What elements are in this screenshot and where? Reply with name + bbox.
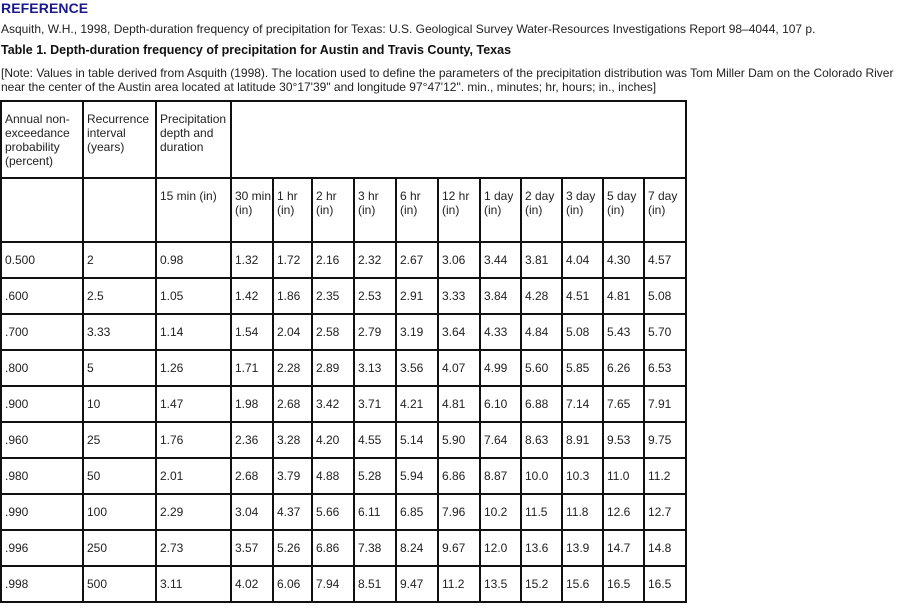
duration-header: 15 min (in) <box>156 178 231 242</box>
depth-cell: 4.84 <box>521 314 562 350</box>
depth-cell: 1.14 <box>156 314 231 350</box>
depth-cell: 1.32 <box>231 242 273 278</box>
depth-cell: 2.53 <box>354 278 396 314</box>
depth-cell: 9.47 <box>396 566 438 602</box>
reference-heading: REFERENCE <box>1 0 89 16</box>
depth-cell: 6.26 <box>603 350 644 386</box>
depth-cell: 2.68 <box>273 386 312 422</box>
recurrence-cell: 3.33 <box>83 314 156 350</box>
depth-cell: 8.63 <box>521 422 562 458</box>
probability-cell: .998 <box>1 566 83 602</box>
table-row <box>1 422 686 458</box>
depth-cell: 2.79 <box>354 314 396 350</box>
probability-cell: .800 <box>1 350 83 386</box>
depth-cell: 3.56 <box>396 350 438 386</box>
depth-cell: 7.64 <box>480 422 521 458</box>
depth-cell: 6.06 <box>273 566 312 602</box>
probability-cell: 0.500 <box>1 242 83 278</box>
depth-cell: 12.0 <box>480 530 521 566</box>
depth-cell: 13.5 <box>480 566 521 602</box>
probability-cell: .996 <box>1 530 83 566</box>
depth-cell: 2.67 <box>396 242 438 278</box>
depth-cell: 10.0 <box>521 458 562 494</box>
depth-cell: 2.04 <box>273 314 312 350</box>
duration-header: 30 min (in) <box>231 178 273 242</box>
depth-cell: 6.88 <box>521 386 562 422</box>
recurrence-cell: 2.5 <box>83 278 156 314</box>
table-row <box>1 314 686 350</box>
recurrence-cell: 500 <box>83 566 156 602</box>
depth-cell: 4.51 <box>562 278 603 314</box>
depth-cell: 11.5 <box>521 494 562 530</box>
depth-cell: 5.66 <box>312 494 354 530</box>
depth-cell: 4.99 <box>480 350 521 386</box>
recurrence-cell: 25 <box>83 422 156 458</box>
depth-cell: 2.29 <box>156 494 231 530</box>
duration-header: 3 day (in) <box>562 178 603 242</box>
duration-header: 7 day (in) <box>644 178 686 242</box>
depth-cell: 2.89 <box>312 350 354 386</box>
depth-cell: 3.57 <box>231 530 273 566</box>
depth-cell: 12.7 <box>644 494 686 530</box>
depth-cell: 2.73 <box>156 530 231 566</box>
depth-cell: 2.36 <box>231 422 273 458</box>
depth-cell: 2.28 <box>273 350 312 386</box>
depth-cell: 1.86 <box>273 278 312 314</box>
depth-cell: 5.60 <box>521 350 562 386</box>
depth-cell: 15.2 <box>521 566 562 602</box>
depth-cell: 7.65 <box>603 386 644 422</box>
table-title: Table 1. Depth-duration frequency of precipitation for Austin and Travis County, Texas <box>1 43 512 57</box>
depth-cell: 10.3 <box>562 458 603 494</box>
depth-cell: 2.32 <box>354 242 396 278</box>
depth-cell: 7.38 <box>354 530 396 566</box>
duration-header: 3 hr (in) <box>354 178 396 242</box>
depth-cell: 5.94 <box>396 458 438 494</box>
recurrence-cell: 50 <box>83 458 156 494</box>
depth-cell: 8.24 <box>396 530 438 566</box>
probability-cell: .990 <box>1 494 83 530</box>
depth-cell: 7.94 <box>312 566 354 602</box>
depth-cell: 1.54 <box>231 314 273 350</box>
recurrence-cell: 250 <box>83 530 156 566</box>
table-row <box>1 278 686 314</box>
depth-cell: 6.10 <box>480 386 521 422</box>
depth-cell: 1.76 <box>156 422 231 458</box>
header-probability: Annual non-exceedance probability (percent) <box>1 101 83 178</box>
table-row <box>1 386 686 422</box>
depth-cell: 4.30 <box>603 242 644 278</box>
header-recurrence: Recurrence interval (years) <box>83 101 156 178</box>
depth-cell: 12.6 <box>603 494 644 530</box>
table-row <box>1 566 686 602</box>
depth-cell: 2.58 <box>312 314 354 350</box>
depth-cell: 6.11 <box>354 494 396 530</box>
depth-cell: 2.35 <box>312 278 354 314</box>
probability-cell: .600 <box>1 278 83 314</box>
depth-cell: 4.57 <box>644 242 686 278</box>
table-row <box>1 350 686 386</box>
depth-cell: 1.71 <box>231 350 273 386</box>
depth-cell: 5.28 <box>354 458 396 494</box>
depth-cell: 9.67 <box>438 530 480 566</box>
table-row <box>1 530 686 566</box>
depth-cell: 16.5 <box>603 566 644 602</box>
depth-cell: 4.04 <box>562 242 603 278</box>
depth-cell: 3.28 <box>273 422 312 458</box>
table-row <box>1 494 686 530</box>
depth-cell: 1.26 <box>156 350 231 386</box>
probability-cell: .700 <box>1 314 83 350</box>
reference-citation: Asquith, W.H., 1998, Depth-duration frequency of precipitation for Texas: U.S. Geological Survey Water-Resources Investigations Report 98–4044, 107 p. <box>1 22 816 36</box>
blank-cell <box>1 178 83 242</box>
depth-cell: 5.85 <box>562 350 603 386</box>
depth-cell: 2.68 <box>231 458 273 494</box>
depth-cell: 8.91 <box>562 422 603 458</box>
depth-cell: 4.21 <box>396 386 438 422</box>
depth-cell: 1.72 <box>273 242 312 278</box>
depth-cell: 5.43 <box>603 314 644 350</box>
depth-cell: 4.28 <box>521 278 562 314</box>
depth-cell: 1.42 <box>231 278 273 314</box>
duration-header: 5 day (in) <box>603 178 644 242</box>
recurrence-cell: 100 <box>83 494 156 530</box>
depth-cell: 5.90 <box>438 422 480 458</box>
depth-cell: 5.08 <box>644 278 686 314</box>
depth-cell: 10.2 <box>480 494 521 530</box>
depth-cell: 11.0 <box>603 458 644 494</box>
depth-cell: 1.47 <box>156 386 231 422</box>
probability-cell: .980 <box>1 458 83 494</box>
depth-cell: 6.85 <box>396 494 438 530</box>
depth-cell: 7.96 <box>438 494 480 530</box>
table-row <box>1 458 686 494</box>
depth-cell: 1.98 <box>231 386 273 422</box>
depth-cell: 8.87 <box>480 458 521 494</box>
duration-header: 12 hr (in) <box>438 178 480 242</box>
table-note-line: [Note: Values in table derived from Asquith (1998). The location used to define the parameters of the precipitation distribution was Tom Miller Dam on the Colorado River <box>1 66 894 80</box>
depth-cell: 0.98 <box>156 242 231 278</box>
depth-cell: 4.81 <box>438 386 480 422</box>
depth-cell: 2.16 <box>312 242 354 278</box>
header-blank <box>231 101 686 178</box>
depth-cell: 5.26 <box>273 530 312 566</box>
probability-cell: .960 <box>1 422 83 458</box>
table-note <box>1 66 907 94</box>
depth-cell: 15.6 <box>562 566 603 602</box>
recurrence-cell: 5 <box>83 350 156 386</box>
depth-cell: 11.8 <box>562 494 603 530</box>
depth-cell: 3.79 <box>273 458 312 494</box>
duration-header: 2 hr (in) <box>312 178 354 242</box>
recurrence-cell: 2 <box>83 242 156 278</box>
depth-cell: 14.7 <box>603 530 644 566</box>
depth-cell: 3.81 <box>521 242 562 278</box>
duration-header: 2 day (in) <box>521 178 562 242</box>
depth-cell: 8.51 <box>354 566 396 602</box>
blank-cell <box>83 178 156 242</box>
probability-cell: .900 <box>1 386 83 422</box>
header-precipitation: Precipitation depth and duration <box>156 101 231 178</box>
depth-cell: 6.86 <box>438 458 480 494</box>
depth-cell: 5.08 <box>562 314 603 350</box>
recurrence-cell: 10 <box>83 386 156 422</box>
depth-cell: 13.9 <box>562 530 603 566</box>
table-row <box>1 242 686 278</box>
depth-cell: 3.71 <box>354 386 396 422</box>
depth-cell: 9.75 <box>644 422 686 458</box>
depth-cell: 3.42 <box>312 386 354 422</box>
depth-cell: 5.14 <box>396 422 438 458</box>
depth-cell: 6.86 <box>312 530 354 566</box>
depth-cell: 4.37 <box>273 494 312 530</box>
depth-cell: 11.2 <box>438 566 480 602</box>
depth-cell: 3.19 <box>396 314 438 350</box>
depth-cell: 3.13 <box>354 350 396 386</box>
depth-cell: 14.8 <box>644 530 686 566</box>
depth-cell: 7.91 <box>644 386 686 422</box>
depth-cell: 5.70 <box>644 314 686 350</box>
duration-header: 6 hr (in) <box>396 178 438 242</box>
depth-cell: 4.20 <box>312 422 354 458</box>
depth-duration-table <box>0 100 687 603</box>
depth-cell: 4.55 <box>354 422 396 458</box>
depth-cell: 1.05 <box>156 278 231 314</box>
depth-cell: 7.14 <box>562 386 603 422</box>
depth-cell: 3.04 <box>231 494 273 530</box>
depth-cell: 3.44 <box>480 242 521 278</box>
depth-cell: 3.64 <box>438 314 480 350</box>
depth-cell: 4.33 <box>480 314 521 350</box>
depth-cell: 3.84 <box>480 278 521 314</box>
duration-header: 1 hr (in) <box>273 178 312 242</box>
header-row <box>1 101 686 178</box>
depth-cell: 4.07 <box>438 350 480 386</box>
depth-cell: 4.88 <box>312 458 354 494</box>
depth-cell: 3.06 <box>438 242 480 278</box>
depth-cell: 11.2 <box>644 458 686 494</box>
depth-cell: 9.53 <box>603 422 644 458</box>
duration-header-row <box>1 178 686 242</box>
depth-cell: 6.53 <box>644 350 686 386</box>
depth-cell: 3.11 <box>156 566 231 602</box>
duration-header: 1 day (in) <box>480 178 521 242</box>
depth-cell: 13.6 <box>521 530 562 566</box>
depth-cell: 2.91 <box>396 278 438 314</box>
depth-cell: 16.5 <box>644 566 686 602</box>
depth-cell: 2.01 <box>156 458 231 494</box>
depth-cell: 3.33 <box>438 278 480 314</box>
depth-cell: 4.81 <box>603 278 644 314</box>
table-note-line: near the center of the Austin area located at latitude 30°17'39" and longitude 97°47'12". min., minutes; hr, hours; in., inches] <box>1 80 657 94</box>
depth-cell: 4.02 <box>231 566 273 602</box>
